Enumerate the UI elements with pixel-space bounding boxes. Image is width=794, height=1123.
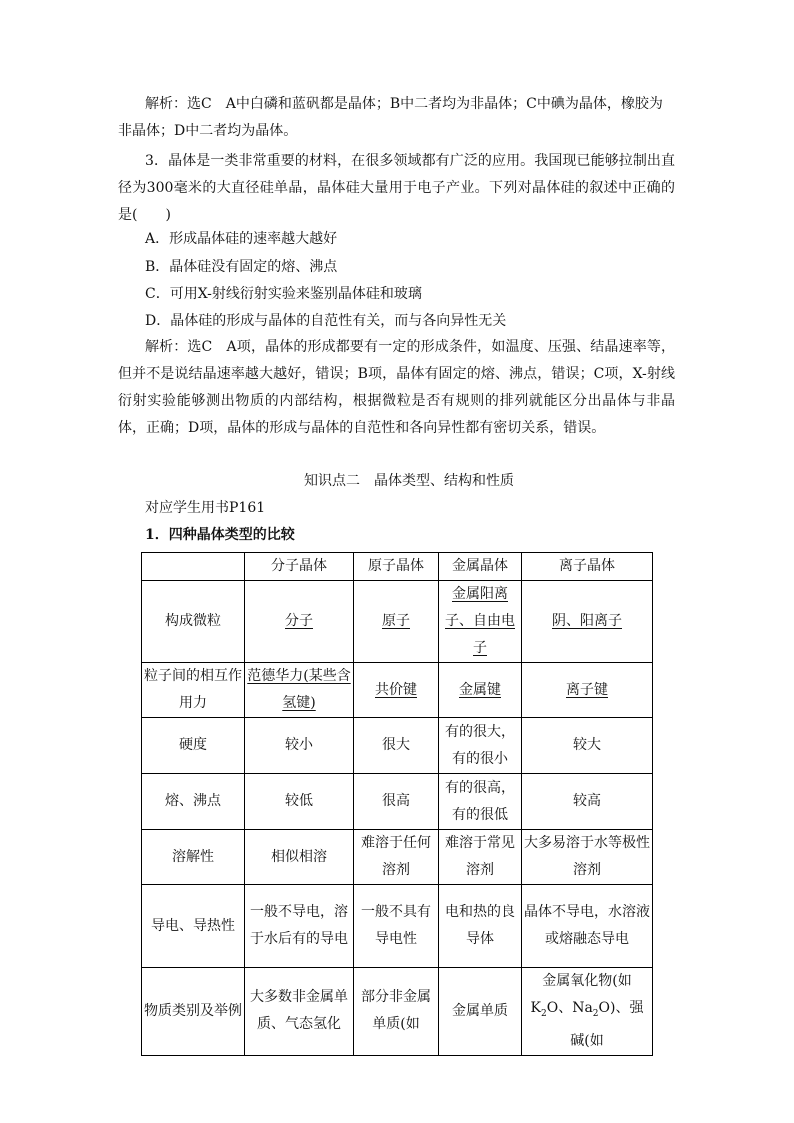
fill-answer: 分子 (285, 613, 313, 629)
table-cell: 有的很高，有的很低 (439, 774, 522, 830)
table-cell: 难溶于常见溶剂 (439, 830, 522, 885)
row-label: 粒子间的相互作用力 (142, 663, 245, 718)
fill-answer: 离子键 (566, 681, 608, 698)
table-header-row (142, 553, 653, 581)
table-row (142, 581, 653, 663)
fill-answer: 金属键 (459, 681, 501, 698)
table-row (142, 885, 653, 968)
table-cell: 大多易溶于水等极性溶剂 (522, 830, 653, 885)
option-b: B．晶体硅没有固定的熔、沸点 (145, 259, 338, 275)
table-cell: 一般不导电，溶于水后有的导电 (245, 885, 354, 968)
section-title: 知识点二 晶体类型、结构和性质 (304, 473, 514, 489)
row-label: 溶解性 (142, 830, 245, 885)
table-header-cell: 金属晶体 (439, 553, 522, 581)
table-cell: 较大 (522, 718, 653, 774)
table-cell: 很高 (354, 774, 439, 830)
table-cell: 部分非金属单质(如 (354, 968, 439, 1056)
table-cell (522, 663, 653, 718)
subscript: 2 (592, 1008, 599, 1019)
question3-analysis: 解析：选C A项，晶体的形成都要有一定的形成条件，如温度、压强、结晶速率等，但并不是说结晶速率越大越好，错误；B项，晶体有固定的熔、沸点，错误；C项，X-射线衍射实验能够测出物质的内部结构，根据微粒是否有规则的排列就能区分出晶体与非晶体，正确；D项，晶体的形成与晶体的自范性和各向异性都有密切关系，错误。 (118, 339, 675, 436)
table-cell (245, 663, 354, 718)
question3-stem: 3．晶体是一类非常重要的材料，在很多领域都有广泛的应用。我国现已能够拉制出直径为300毫米的大直径硅单晶，晶体硅大量用于电子产业。下列对晶体硅的叙述中正确的是( ) (118, 153, 675, 223)
fill-answer: 原子 (382, 613, 410, 629)
table-cell (522, 581, 653, 663)
table-cell: 晶体不导电，水溶液或熔融态导电 (522, 885, 653, 968)
table-cell: 电和热的良导体 (439, 885, 522, 968)
row-label: 构成微粒 (142, 581, 245, 663)
table-cell (354, 663, 439, 718)
table-row (142, 718, 653, 774)
row-label: 物质类别及举例 (142, 968, 245, 1056)
table-header-cell: 分子晶体 (245, 553, 354, 581)
table-header-cell: 离子晶体 (522, 553, 653, 581)
table-header-cell: 原子晶体 (354, 553, 439, 581)
subscript: 2 (540, 1008, 547, 1019)
section-subtitle: 1．四种晶体类型的比较 (145, 527, 295, 543)
crystal-comparison-table (141, 552, 653, 1056)
table-cell: 较低 (245, 774, 354, 830)
table-cell: 较小 (245, 718, 354, 774)
table-cell: 有的很大，有的很小 (439, 718, 522, 774)
table-cell (522, 968, 653, 1056)
table-cell: 金属单质 (439, 968, 522, 1056)
table-header-cell (142, 553, 245, 581)
table-cell (439, 581, 522, 663)
table-row (142, 774, 653, 830)
table-row (142, 830, 653, 885)
table-cell: 难溶于任何溶剂 (354, 830, 439, 885)
table-cell: 一般不具有导电性 (354, 885, 439, 968)
option-a: A．形成晶体硅的速率越大越好 (145, 231, 338, 247)
fill-answer: 共价键 (375, 681, 417, 698)
table-cell: 较高 (522, 774, 653, 830)
formula-text: O)、强碱(如 (570, 1000, 644, 1049)
table-cell: 相似相溶 (245, 830, 354, 885)
table-cell: 很大 (354, 718, 439, 774)
table-row (142, 968, 653, 1056)
row-label: 熔、沸点 (142, 774, 245, 830)
fill-answer: 范德华力(某些含氢键) (247, 668, 351, 711)
analysis-previous-line1: 解析：选C A中白磷和蓝矾都是晶体；B中二者均为非晶体；C中碘为晶体，橡胶为 (145, 96, 663, 112)
fill-answer: 阴、阳离子 (552, 613, 622, 629)
formula-text: O、Na (546, 1000, 593, 1016)
section-reference: 对应学生用书P161 (145, 500, 266, 516)
analysis-previous-line2: 非晶体；D中二者均为晶体。 (118, 123, 298, 139)
row-label: 硬度 (142, 718, 245, 774)
formula-text: 金属氧化物(如K (530, 973, 632, 1016)
row-label: 导电、导热性 (142, 885, 245, 968)
table-cell (245, 581, 354, 663)
option-c: C．可用X-射线衍射实验来鉴别晶体硅和玻璃 (145, 286, 422, 302)
table-cell: 大多数非金属单质、气态氢化 (245, 968, 354, 1056)
fill-answer: 金属阳离子、自由电子 (445, 586, 515, 656)
table-cell (439, 663, 522, 718)
table-cell (354, 581, 439, 663)
option-d: D．晶体硅的形成与晶体的自范性有关，而与各向异性无关 (145, 313, 507, 329)
table-row (142, 663, 653, 718)
